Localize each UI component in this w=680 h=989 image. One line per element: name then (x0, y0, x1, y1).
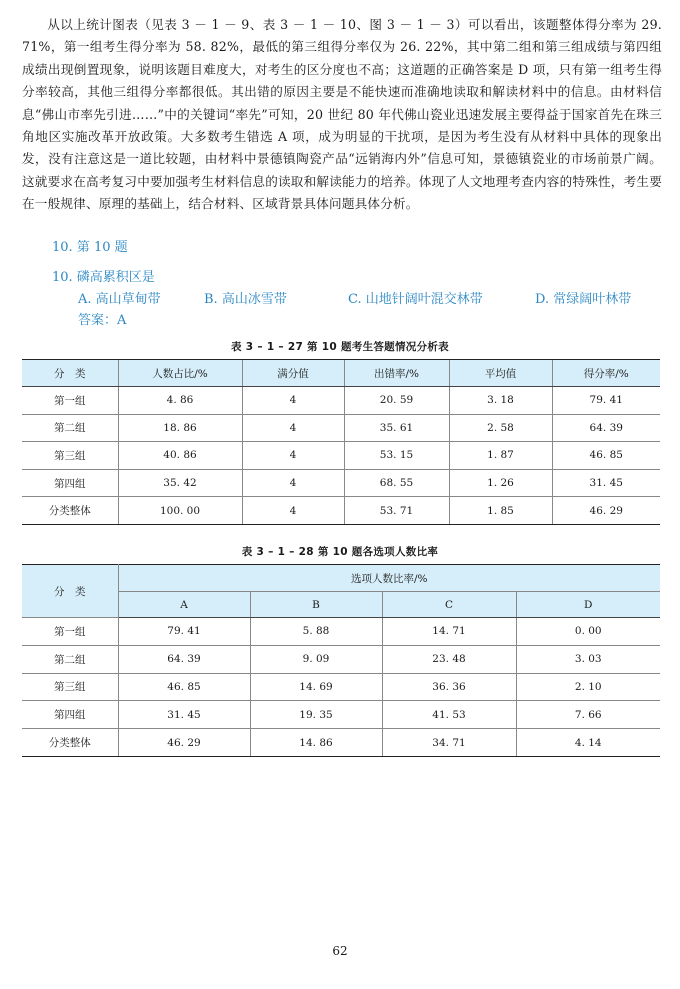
page-number: 62 (332, 944, 348, 958)
table-cell: 100. 00 (118, 497, 242, 525)
table1-header: 平均值 (449, 360, 552, 387)
table-cell: 0. 00 (516, 618, 660, 646)
table-cell: 14. 69 (250, 673, 382, 701)
table-cell: 第一组 (22, 618, 118, 646)
table-cell: 第一组 (22, 387, 118, 415)
table-cell: 46. 29 (118, 729, 250, 757)
option-a: A. 高山草甸带 (78, 292, 161, 307)
table-cell: 第三组 (22, 673, 118, 701)
table-cell: 19. 35 (250, 701, 382, 729)
table1 (22, 359, 660, 525)
table-row (22, 645, 660, 673)
table-cell: 35. 42 (118, 469, 242, 497)
table-cell: 第二组 (22, 645, 118, 673)
table1-header: 得分率/% (552, 360, 660, 387)
option-b: B. 高山冰雪带 (204, 292, 287, 307)
table-cell: 41. 53 (382, 701, 516, 729)
table-cell: 第三组 (22, 442, 118, 470)
table-cell: 第二组 (22, 414, 118, 442)
table-cell: 64. 39 (118, 645, 250, 673)
table-cell: 分类整体 (22, 729, 118, 757)
table-row (22, 387, 660, 415)
table-cell: 23. 48 (382, 645, 516, 673)
table-cell: 4 (242, 414, 344, 442)
table-cell: 64. 39 (552, 414, 660, 442)
table-cell: 4 (242, 442, 344, 470)
table-cell: 46. 85 (552, 442, 660, 470)
table-cell: 分类整体 (22, 497, 118, 525)
table-cell: 9. 09 (250, 645, 382, 673)
table-row (22, 673, 660, 701)
table-cell: 34. 71 (382, 729, 516, 757)
table-row (22, 701, 660, 729)
table-cell: 40. 86 (118, 442, 242, 470)
table-cell: 第四组 (22, 701, 118, 729)
table1-header-row (22, 360, 660, 387)
body-paragraph: 从以上统计图表（见表 3 － 1 － 9、表 3 － 1 － 10、图 3 － 1 － 3）可以看出，该题整体得分率为 29. 71%，第一组考生得分率为 58. 82%，最低的第三组得分率仅为 26. 22%，其中第二组和第三组成绩与第四组成绩出现倒置现象，说明该题目难度大，对考生的区分度也不高；这道题的正确答案是 D 项，只有第一组考生得分率较高，其他三组得分率都很低。其出错的原因主要是不能快速而准确地读取和解读材料中的信息。由材料信息“佛山市率先引进……”中的关键词“率先”可知，20 世纪 80 年代佛山瓷业迅速发展主要得益于国家首先在珠三角地区实施改革开放政策。大多数考生错选 A 项，成为明显的干扰项，是因为考生没有从材料中具体的现象出发，没有注意这是一道比较题，由材料中景德镇陶瓷产品“远销海内外”信息可知，景德镇瓷业的市场前景广阔。这就要求在高考复习中要加强考生材料信息的读取和解读能力的培养。体现了人文地理考查内容的特殊性，考生要在一般规律、原理的基础上，结合材料、区域背景具体问题具体分析。 (22, 17, 662, 212)
table-cell: 3. 03 (516, 645, 660, 673)
table2-group-header: 选项人数比率/% (118, 565, 660, 592)
table-cell: 4. 14 (516, 729, 660, 757)
question-stem: 10. 磷高累积区是 (52, 270, 155, 285)
table-cell: 4 (242, 497, 344, 525)
table-row (22, 442, 660, 470)
option-d: D. 常绿阔叶林带 (535, 292, 632, 307)
table-cell: 31. 45 (118, 701, 250, 729)
table-cell: 36. 36 (382, 673, 516, 701)
table2-option-header: C (382, 592, 516, 618)
table-cell: 1. 26 (449, 469, 552, 497)
table-row (22, 414, 660, 442)
table-cell: 4. 86 (118, 387, 242, 415)
table2 (22, 564, 660, 757)
table1-header: 人数占比/% (118, 360, 242, 387)
table-row (22, 729, 660, 757)
table-cell: 2. 10 (516, 673, 660, 701)
table-cell: 2. 58 (449, 414, 552, 442)
table-cell: 53. 15 (344, 442, 449, 470)
table1-header: 分 类 (22, 360, 118, 387)
table-cell: 1. 87 (449, 442, 552, 470)
table-cell: 1. 85 (449, 497, 552, 525)
table-cell: 46. 85 (118, 673, 250, 701)
table-cell: 第四组 (22, 469, 118, 497)
table-row (22, 497, 660, 525)
table-cell: 7. 66 (516, 701, 660, 729)
table1-header: 满分值 (242, 360, 344, 387)
table-cell: 53. 71 (344, 497, 449, 525)
table-cell: 14. 71 (382, 618, 516, 646)
table1-header: 出错率/% (344, 360, 449, 387)
table-cell: 35. 61 (344, 414, 449, 442)
table-cell: 14. 86 (250, 729, 382, 757)
table2-rowhead: 分 类 (22, 565, 118, 618)
table2-caption: 表 3 – 1 – 28 第 10 题各选项人数比率 (241, 546, 439, 558)
table-cell: 20. 59 (344, 387, 449, 415)
table2-option-row (22, 592, 660, 618)
table2-header-row (22, 565, 660, 592)
table-cell: 4 (242, 469, 344, 497)
table-cell: 3. 18 (449, 387, 552, 415)
table-cell: 18. 86 (118, 414, 242, 442)
option-c: C. 山地针阔叶混交林带 (348, 292, 483, 307)
table1-caption: 表 3 – 1 – 27 第 10 题考生答题情况分析表 (231, 341, 449, 353)
table-cell: 4 (242, 387, 344, 415)
table-cell: 79. 41 (552, 387, 660, 415)
table-cell: 79. 41 (118, 618, 250, 646)
answer-line: 答案：A (78, 313, 127, 328)
table2-option-header: D (516, 592, 660, 618)
table-row (22, 618, 660, 646)
table2-option-header: B (250, 592, 382, 618)
section-title: 10. 第 10 题 (52, 240, 128, 255)
table-cell: 5. 88 (250, 618, 382, 646)
table-cell: 31. 45 (552, 469, 660, 497)
table2-option-header: A (118, 592, 250, 618)
table-row (22, 469, 660, 497)
table-cell: 68. 55 (344, 469, 449, 497)
table-cell: 46. 29 (552, 497, 660, 525)
